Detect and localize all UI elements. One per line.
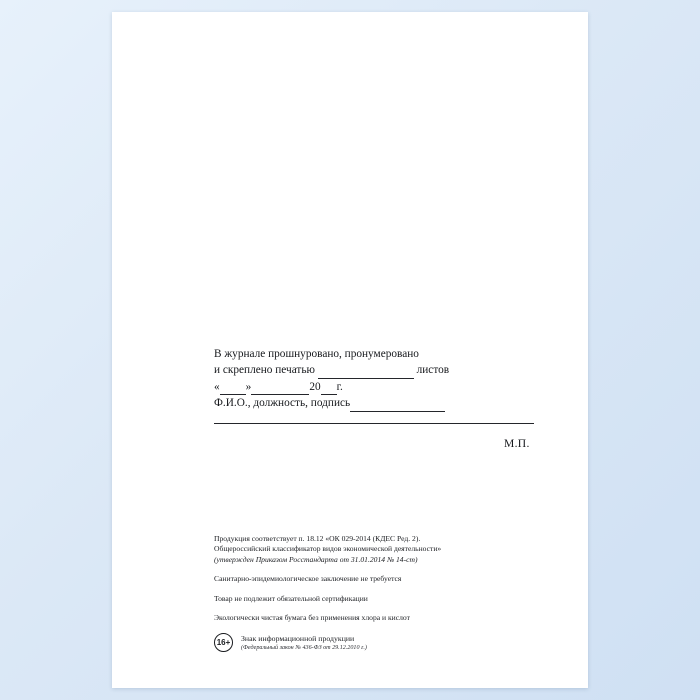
signatory-label: Ф.И.О., должность, подпись: [214, 397, 351, 410]
certification-line-2-after: листов: [416, 364, 450, 377]
legal-paragraph-1: [214, 534, 544, 565]
certification-line-4: [214, 395, 534, 411]
certification-line-2: [214, 362, 534, 378]
legal-p1-line2: Общероссийский классификатор видов экономической деятельности»: [214, 544, 442, 554]
date-quote-open: «: [214, 380, 220, 393]
certification-block: [214, 346, 534, 450]
certification-line-1: В журнале прошнуровано, пронумеровано: [214, 348, 419, 360]
info-mark-title: Знак информационной продукции: [241, 634, 355, 644]
legal-paragraph-3: [214, 594, 544, 604]
legal-block: [214, 534, 544, 655]
stamp-place-label: М.П.: [504, 437, 530, 450]
sheet-count-blank: [318, 367, 414, 379]
age-rating-icon: 16+: [214, 633, 233, 652]
legal-p3-text: Товар не подлежит обязательной сертификации: [214, 593, 368, 603]
legal-paragraph-2: [214, 574, 544, 584]
legal-p4-text: Экологически чистая бумага без применения хлора и кислот: [214, 613, 410, 623]
signature-long-rule: [214, 414, 534, 424]
legal-p2-text: Санитарно-эпидемиологическое заключение не требуется: [214, 574, 402, 584]
legal-paragraph-4: [214, 613, 544, 623]
page-content: [112, 12, 588, 688]
legal-p1-line1: Продукция соответствует п. 18.12 «ОК 029-2014 (КДЕС Ред. 2).: [214, 534, 421, 543]
document-page: [112, 12, 588, 688]
certification-line-2-before: и скреплено печатью: [214, 364, 315, 377]
info-mark-law: (Федеральный закон № 436-ФЗ от 29.12.2010 г.): [241, 645, 367, 652]
certification-line-3: [214, 379, 534, 395]
info-mark-row: [214, 633, 544, 655]
year-blank: [321, 383, 337, 395]
year-prefix: 20: [309, 380, 321, 393]
legal-p1-line3: (утвержден Приказом Росстандарта от 31.01.2014 № 14-ст): [214, 554, 418, 564]
month-blank: [251, 383, 309, 395]
date-quote-close: »: [245, 380, 252, 393]
signature-blank: [350, 400, 445, 412]
day-blank: [220, 383, 246, 395]
year-suffix: г.: [336, 380, 343, 393]
